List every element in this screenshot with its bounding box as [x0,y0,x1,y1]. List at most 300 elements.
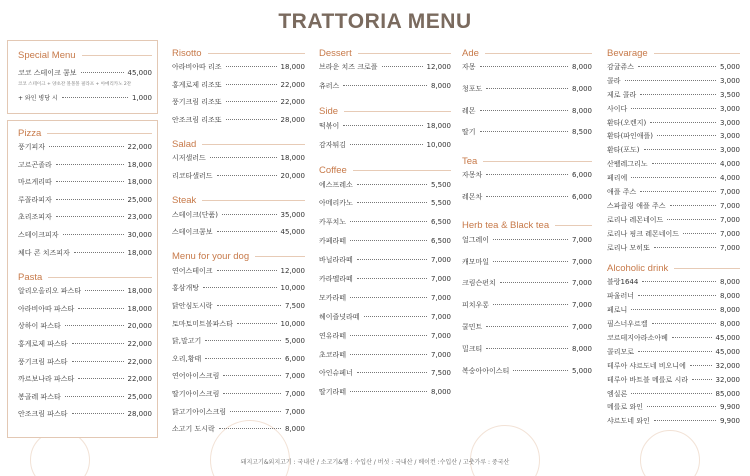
section-title: Menu for your dog [172,251,250,263]
item-price: 7,000 [430,312,451,321]
dot-leader [486,88,568,89]
section-title: Herb tea & Black tea [462,220,550,232]
dot-leader [670,205,716,206]
item-price: 8,000 [571,106,592,115]
item-price: 8,000 [284,425,305,434]
column-2 [172,44,305,445]
menu-section [172,248,305,442]
dot-leader [226,84,277,85]
item-name: 풍기크림 리조또 [172,98,222,107]
item-price: 20,000 [280,171,305,180]
menu-item [462,84,592,106]
item-name: 얼그레이 [462,235,490,244]
item-description: 코코 스테이크 + 양초잔 볼볼볼 필라프 + 아메리카노 2잔 [18,82,132,87]
menu-section [319,103,451,159]
menu-section [462,44,592,149]
item-price: 22,000 [127,143,152,151]
menu-item [18,248,152,266]
item-price: 10,000 [426,140,451,149]
item-price: 22,000 [127,375,152,384]
dot-leader [513,370,568,371]
item-price: 7,000 [571,322,592,331]
header-rule [358,53,451,54]
menu-section [18,124,152,265]
header-rule [48,277,152,278]
item-price: 22,000 [127,357,152,366]
item-price: 7,000 [571,301,592,310]
item-name: 레몬 [462,106,476,115]
menu-item [18,374,152,392]
menu-item [462,257,592,279]
item-price: 18,000 [127,304,152,313]
menu-item [18,339,152,357]
item-price: 85,000 [715,389,740,398]
dot-leader [72,343,124,344]
dot-leader [56,164,124,165]
dot-leader [350,240,427,241]
item-name: 루꼴라피자 [18,195,52,204]
menu-section [172,44,305,132]
menu-item [319,180,451,199]
item-name: 메를로 와인 [607,403,644,412]
item-name: 아라비아따 파스타 [18,304,75,313]
item-price: 7,000 [284,372,305,381]
item-name: 마르게리따 [18,178,52,187]
item-name: 자몽차 [462,171,483,180]
menu-item [172,227,305,245]
item-price: 45,000 [127,69,152,77]
item-price: 8,000 [719,292,740,301]
item-name: 로리나 레몬네이드 [607,215,664,224]
dot-leader [644,149,716,150]
menu-item [319,274,451,293]
item-price: 5,000 [719,63,740,71]
menu-item [607,104,740,118]
item-name: 카페라떼 [319,237,347,246]
dot-leader [56,181,124,182]
menu-item [172,115,305,133]
menu-item [18,304,152,322]
item-price: 7,000 [571,257,592,266]
menu-item [607,131,740,145]
dot-leader [638,66,716,67]
section-title: Bevarage [607,47,648,59]
dot-leader [72,361,124,362]
item-name: 연어아이스크림 [172,372,220,381]
menu-item [172,62,305,80]
item-name: 복숭아아이스티 [462,366,510,375]
dot-leader [49,146,123,147]
menu-item [319,198,451,217]
item-name: 안조크림 파스타 [18,410,68,419]
dot-leader [486,326,568,327]
item-name: 홍삼개탕 [172,284,200,293]
item-price: 7,000 [430,256,451,265]
menu-item [18,142,152,160]
item-name: 애플 주스 [607,188,637,197]
item-price: 7,000 [430,293,451,302]
menu-item [18,321,152,339]
dot-leader [357,278,427,279]
menu-item [319,350,451,369]
column-5 [607,44,740,433]
section-header [319,103,451,121]
section-title: Side [319,106,339,118]
dot-leader [210,157,277,158]
column-4 [462,44,592,390]
item-price: 35,000 [280,210,305,219]
dot-leader [486,196,568,197]
section-header [462,217,592,235]
dot-leader [480,110,568,111]
menu-item [462,344,592,366]
dot-leader [343,85,427,86]
item-price: 7,000 [719,243,740,252]
menu-item [607,187,740,201]
item-name: 초리조피자 [18,213,52,222]
dot-leader [631,177,716,178]
menu-item [172,80,305,98]
section-header [18,268,152,286]
dot-leader [62,97,128,98]
dot-leader [81,72,124,73]
item-name: 리코타샐러드 [172,171,213,180]
section-header [18,124,152,142]
dot-leader [647,406,716,407]
dot-leader [382,66,423,67]
menu-item [607,361,740,375]
dot-leader [223,375,281,376]
menu-item [172,336,305,354]
item-price: 8,000 [571,63,592,71]
item-price: 1,000 [131,94,152,102]
item-price: 25,000 [127,195,152,204]
item-price: 5,000 [284,337,305,346]
menu-item [172,319,305,337]
decorative-circle [470,425,540,476]
item-name: 알리오올리오 파스타 [18,287,82,296]
dot-leader [640,191,716,192]
item-name: 닭,말고기 [172,337,202,346]
item-price: 7,000 [719,188,740,197]
item-name: 청포도 [462,84,483,93]
item-name: 딸기 [462,128,476,137]
dot-leader [226,66,277,67]
menu-item [607,243,740,257]
menu-item [607,333,740,347]
item-price: 22,000 [127,339,152,348]
dot-leader [672,337,712,338]
menu-title: TRATTORIA MENU [278,10,472,33]
menu-item [319,331,451,350]
item-price: 18,000 [127,287,152,296]
item-price: 10,000 [280,319,305,328]
item-name: 테루아 바트블 메를로 시라 [607,375,689,384]
item-name: 카라멜라떼 [319,275,353,284]
column-3 [319,44,451,409]
item-name: 풍기크림 파스타 [18,357,68,366]
item-name: 환타(포도) [607,146,640,155]
dot-leader [343,125,422,126]
item-name: 블랑1644 [607,278,639,287]
dot-leader [640,94,716,95]
section-header [462,152,592,170]
menu-item [18,409,152,427]
menu-item [462,127,592,149]
section-title: Pasta [18,271,43,283]
menu-item [462,366,592,388]
dot-leader [690,365,712,366]
item-name: 페리에 [607,174,628,183]
header-rule [202,200,305,201]
item-name: 자몽 [462,63,476,71]
section-title: Alcoholic drink [607,262,669,274]
item-name: 감귤쥬스 [607,63,635,71]
section-header [172,44,305,62]
dot-leader [217,175,277,176]
dot-leader [364,316,427,317]
item-name: 시저샐러드 [172,154,206,163]
menu-item [607,145,740,159]
section-title: Salad [172,138,197,150]
item-price: 18,000 [127,160,152,169]
menu-item [172,424,305,442]
menu-item [607,90,740,104]
item-name: 닭고기아이스크림 [172,407,227,416]
dot-leader [500,282,568,283]
item-price: 7,000 [430,331,451,340]
item-price: 9,900 [719,417,740,426]
menu-item [607,347,740,361]
dot-leader [85,290,123,291]
menu-item [172,210,305,228]
dot-leader [683,233,716,234]
dot-leader [493,304,568,305]
item-name: 고르곤졸라 [18,160,52,169]
section-header [607,44,740,62]
menu-item [172,371,305,389]
dot-leader [638,295,716,296]
header-rule [208,53,305,54]
menu-item [18,195,152,213]
dot-leader [652,163,716,164]
dot-leader [205,340,281,341]
item-name: 산펠레그리노 [607,160,648,169]
item-price: 7,000 [571,279,592,288]
item-name: 카푸치노 [319,218,347,227]
menu-item [462,300,592,322]
menu-item [18,212,152,230]
dot-leader [217,270,277,271]
menu-item [462,278,592,300]
header-rule [353,170,451,171]
menu-item [172,407,305,425]
item-name: 스테이크피자 [18,230,59,239]
item-name: 크림슨펀치 [462,279,496,288]
dot-leader [65,325,124,326]
menu-item [319,255,451,274]
item-price: 7,000 [571,235,592,244]
menu-section [319,162,451,407]
item-name: 초코라떼 [319,350,347,359]
item-name: 연어스테이크 [172,266,213,275]
header-rule [82,55,152,56]
item-name: 환타(오렌지) [607,118,647,127]
special-menu-box [7,40,158,114]
menu-item [319,312,451,331]
dot-leader [237,323,277,324]
dot-leader [219,428,281,429]
item-name: 피치우롱 [462,301,490,310]
item-name: 아메리카노 [319,199,353,208]
item-price: 7,000 [430,350,451,359]
dot-leader [631,309,716,310]
item-price: 7,000 [719,215,740,224]
dot-leader [642,281,716,282]
item-price: 6,000 [284,354,305,363]
menu-item [172,354,305,372]
item-price: 8,000 [430,81,451,90]
item-name: 사이다 [607,104,628,113]
menu-item [172,171,305,189]
dot-leader [350,297,427,298]
dot-leader [226,101,277,102]
dot-leader [357,184,427,185]
item-name: 소고기 도시락 [172,425,215,434]
item-price: 3,000 [719,76,740,85]
dot-leader [652,323,716,324]
item-price: 7,000 [719,201,740,210]
dot-leader [350,391,427,392]
menu-section [462,152,592,214]
item-name: 샤르도네 와인 [607,417,650,426]
dot-leader [203,287,276,288]
menu-item [18,230,152,248]
menu-item [462,170,592,192]
item-price: 12,000 [426,63,451,71]
item-price: 7,000 [430,275,451,284]
item-price: 8,000 [719,320,740,329]
dot-leader [63,234,124,235]
item-name: 봉골레 파스타 [18,392,61,401]
dot-leader [638,351,711,352]
dot-leader [357,202,427,203]
item-price: 8,000 [719,306,740,315]
item-price: 4,000 [719,160,740,169]
menu-item [172,153,305,171]
menu-item [607,291,740,305]
item-name: 체다 콘 치즈피자 [18,248,70,257]
section-header [607,259,740,277]
dot-leader [222,214,276,215]
menu-item [607,305,740,319]
menu-item [172,301,305,319]
item-price: 3,000 [719,146,740,155]
header-rule [202,144,305,145]
dot-leader [78,378,123,379]
item-price: 6,000 [571,192,592,201]
section-header [172,248,305,266]
item-price: 6,000 [571,171,592,180]
menu-item [172,97,305,115]
item-name: 환타(파인애플) [607,132,654,141]
menu-item [607,389,740,403]
item-price: 18,000 [127,248,152,257]
item-price: 6,500 [430,218,451,227]
item-name: 콜라 [607,76,621,85]
item-price: 18,000 [280,154,305,163]
item-price: 3,000 [719,104,740,113]
item-name: 떡볶이 [319,121,340,130]
section-title: Risotto [172,47,202,59]
menu-item [18,286,152,304]
menu-item [462,322,592,344]
menu-item [607,375,740,389]
dot-leader [486,174,568,175]
menu-item [607,62,740,76]
item-name: 캐모마일 [462,257,490,266]
menu-section [319,44,451,100]
item-price: 3,000 [719,132,740,141]
item-name: 츄러스 [319,81,340,90]
item-price: 45,000 [715,334,740,343]
item-name: 딸기아이스크림 [172,389,220,398]
section-header [462,44,592,62]
dot-leader [654,247,716,248]
menu-item [607,229,740,243]
menu-item [319,62,451,81]
item-price: 8,000 [430,388,451,397]
dot-leader [65,396,124,397]
menu-item [607,277,740,291]
origin-footer: 돼지고기&외지고기 : 국내산 / 소고기&햄 : 수입산 / 버섯 : 국내산 / 베이컨 :수입산 / 고춧가루 : 중국산 [240,459,510,466]
dot-leader [226,119,277,120]
item-name: 풍기피자 [18,143,46,151]
menu-section [172,135,305,188]
section-header [172,135,305,153]
item-name: 아인슈페너 [319,369,353,378]
item-price: 3,000 [719,118,740,127]
item-price: 8,000 [571,84,592,93]
menu-item [319,81,451,100]
item-price: 23,000 [127,213,152,222]
menu-item [462,235,592,257]
menu-item [172,266,305,284]
item-price: 4,000 [719,174,740,183]
item-price: 22,000 [280,98,305,107]
dot-leader [625,80,716,81]
item-name: 감자튀김 [319,140,347,149]
menu-item [462,192,592,214]
item-price: 7,000 [284,389,305,398]
item-name: 로리나 모히또 [607,243,650,252]
decorative-circle [640,430,700,476]
menu-item [319,217,451,236]
menu-item [319,140,451,159]
dot-leader [692,379,711,380]
menu-section [607,44,740,256]
section-header [319,44,451,62]
dot-leader [480,131,568,132]
menu-item [319,387,451,406]
menu-item [607,402,740,416]
item-name: 홍게로제 리조또 [172,80,222,89]
menu-item [18,177,152,195]
item-name: 제로 콜라 [607,90,637,99]
menu-section [18,268,152,427]
dot-leader [493,239,568,240]
header-rule [555,225,592,226]
